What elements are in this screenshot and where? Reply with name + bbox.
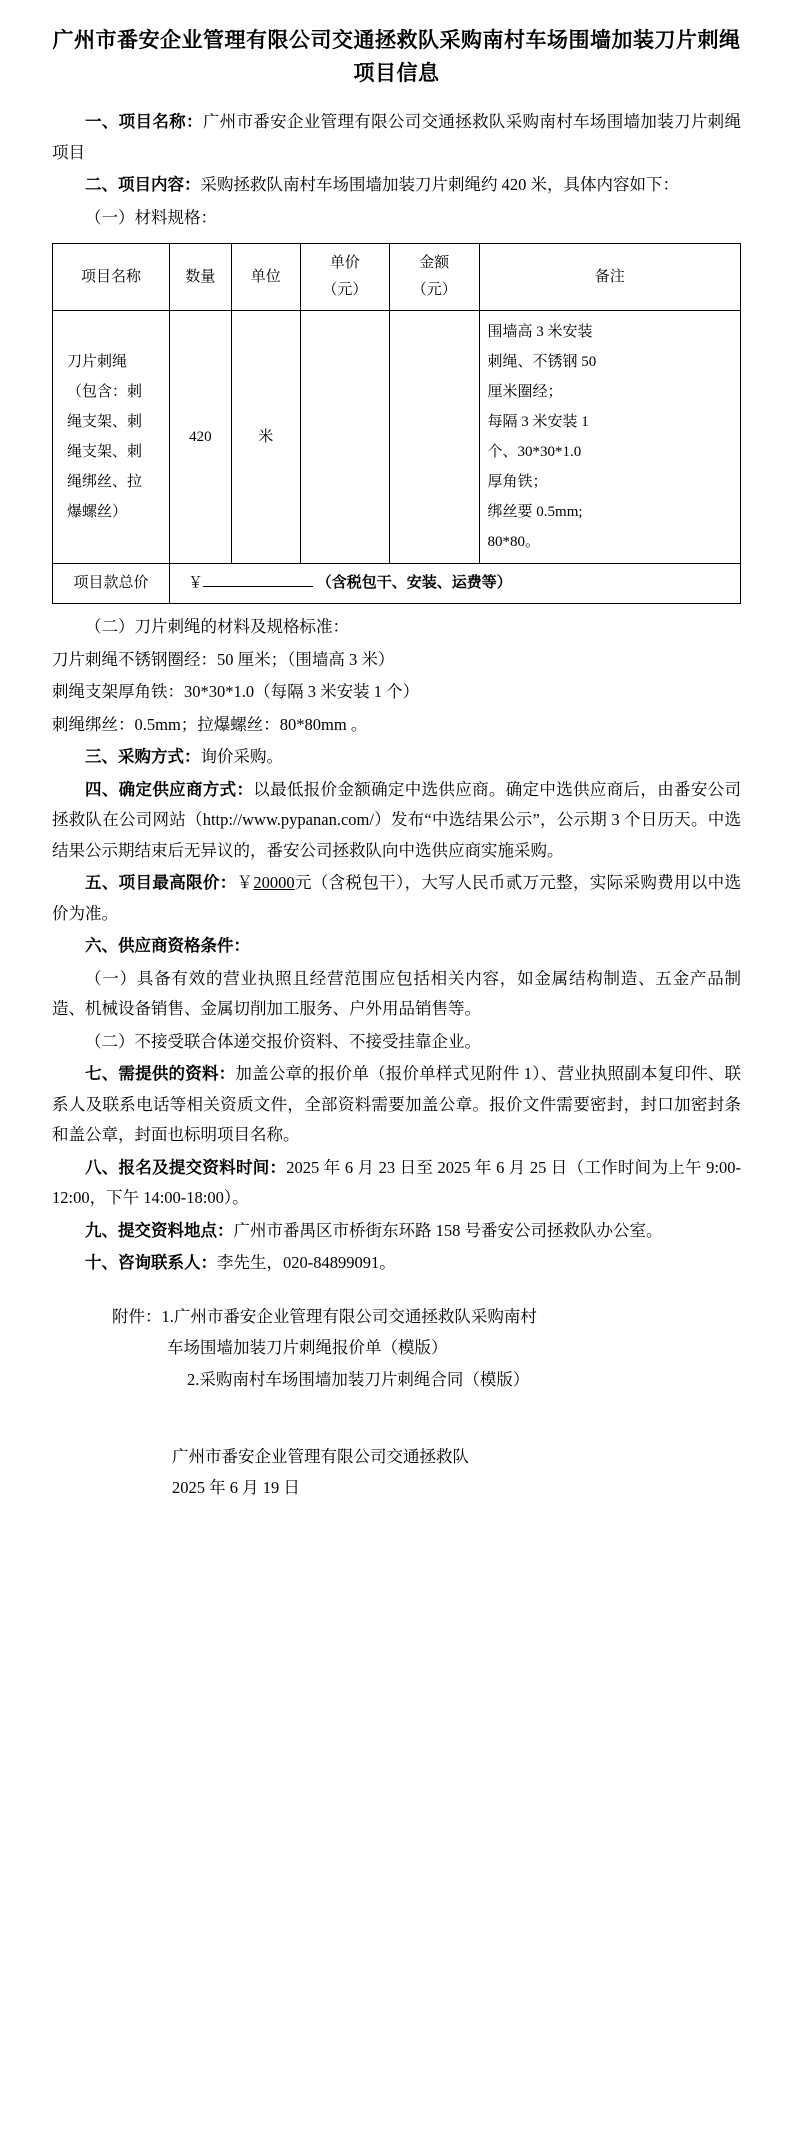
table-header-price-line1: 单价 <box>329 255 360 272</box>
table-header-amount <box>390 244 479 311</box>
signature-date: 2025 年 6 月 19 日 <box>172 1478 300 1498</box>
section-supplier-selection-label: 四、确定供应商方式： <box>85 779 254 799</box>
material-standard-line-2: 刺绳支架厚角铁：30*30*1.0（每隔 3 米安装 1 个） <box>52 682 420 702</box>
section-contact-person-text: 李先生，020-84899091。 <box>217 1253 396 1273</box>
table-header-note: 备注 <box>479 244 740 311</box>
cell-total-value <box>169 564 740 604</box>
spacer <box>52 1281 741 1301</box>
section-purchase-method <box>52 742 741 773</box>
section-max-price-amount: 20000 <box>253 873 295 893</box>
section-project-content <box>52 170 741 201</box>
table-header-price-line2: （元） <box>322 282 368 299</box>
cell-note-line-2: 刺绳、不锈钢 50 <box>487 354 597 371</box>
section-submission-location-text: 广州市番禺区市桥街东环路 158 号番安公司拯救队办公室。 <box>233 1220 663 1240</box>
attachment-line-3: 2.采购南村车场围墙加装刀片刺绳合同（模版） <box>187 1369 530 1389</box>
cell-note <box>479 311 740 564</box>
cell-note-line-8: 80*80。 <box>487 534 541 551</box>
cell-note-line-6: 厚角铁； <box>487 474 548 491</box>
table-row <box>53 311 741 564</box>
section-max-price-currency: ￥ <box>236 873 254 893</box>
section-required-documents-label: 七、需提供的资料： <box>85 1064 236 1084</box>
signature-organization: 广州市番安企业管理有限公司交通拯救队 <box>172 1447 469 1467</box>
section-submission-location <box>52 1216 741 1247</box>
section-submission-time <box>52 1153 741 1214</box>
material-standard-line-1: 刀片刺绳不锈钢圈经：50 厘米；（围墙高 3 米） <box>52 649 395 669</box>
section-project-name <box>52 107 741 168</box>
section-supplier-selection <box>52 775 741 867</box>
section-supplier-selection-text: 以最低报价金额确定中选供应商。确定中选供应商后，由番安公司拯救队在公司网站（http://www.pypanan.com/）发布“中选结果公示”，公示期 3 个日历天。中选结果公示期结束后无异议的，番安公司拯救队向中选供应商实施采购。 <box>52 779 742 860</box>
section-project-name-label: 一、项目名称： <box>85 112 203 132</box>
section-required-documents-text: 加盖公章的报价单（报价单样式见附件 1）、营业执照副本复印件、联系人及联系电话等相关资质文件，全部资料需要加盖公章。报价文件需要密封，封口加密封条和盖公章，封面也标明项目名称。 <box>52 1064 742 1145</box>
page-title: 广州市番安企业管理有限公司交通拯救队采购南村车场围墙加装刀片刺绳项目信息 <box>52 28 741 85</box>
section-submission-time-label: 八、报名及提交资料时间： <box>85 1157 287 1177</box>
attachment-line-1: 附件：1.广州市番安企业管理有限公司交通拯救队采购南村 <box>112 1306 537 1326</box>
table-header-name: 项目名称 <box>53 244 170 311</box>
section-purchase-method-text: 询价采购。 <box>200 747 283 767</box>
section-max-price-text: 元（含税包干），大写人民币贰万元整，实际采购费用以中选价为准。 <box>52 873 742 923</box>
cell-item-name-line-3: 绳支架、刺 <box>67 414 143 431</box>
section-supplier-qualification-label: 六、供应商资格条件： <box>85 936 250 956</box>
table-header-row <box>53 244 741 311</box>
section-project-content-text: 采购拯救队南村车场围墙加装刀片刺绳约 420 米，具体内容如下： <box>200 175 679 195</box>
section-required-documents <box>52 1059 741 1151</box>
cell-item-name-line-6: 爆螺丝） <box>67 504 128 521</box>
table-header-amount-line2: （元） <box>411 282 457 299</box>
cell-item-name <box>53 311 170 564</box>
section-submission-location-label: 九、提交资料地点： <box>85 1220 234 1240</box>
cell-note-line-1: 围墙高 3 米安装 <box>487 324 593 341</box>
total-note: （含税包干、安装、运费等） <box>316 575 512 592</box>
cell-unit-price <box>300 311 389 564</box>
cell-note-line-4: 每隔 3 米安装 1 <box>487 414 589 431</box>
cell-item-name-line-2: （包含：刺 <box>67 384 143 401</box>
material-spec-table <box>52 243 741 604</box>
section-max-price <box>52 868 741 929</box>
section-purchase-method-label: 三、采购方式： <box>85 747 201 767</box>
cell-item-name-line-5: 绳绑丝、拉 <box>67 474 143 491</box>
section-supplier-qualification-item-1: （一）具备有效的营业执照且经营范围应包括相关内容，如金属结构制造、五金产品制造、机械设备销售、金属切削加工服务、户外用品销售等。 <box>52 968 741 1019</box>
table-total-row <box>53 564 741 604</box>
section-contact-person <box>52 1248 741 1279</box>
table-header-amount-line1: 金额 <box>419 255 450 272</box>
cell-item-name-line-4: 绳支架、刺 <box>67 444 143 461</box>
cell-note-line-5: 个、30*30*1.0 <box>487 444 582 461</box>
cell-amount <box>390 311 479 564</box>
section-supplier-qualification-item-2: （二）不接受联合体递交报价资料、不接受挂靠企业。 <box>85 1031 481 1051</box>
section-project-name-text: 广州市番安企业管理有限公司交通拯救队采购南村车场围墙加装刀片刺绳项目 <box>52 112 742 162</box>
section-material-standard-subtitle: （二）刀片刺绳的材料及规格标准： <box>85 617 349 637</box>
section-material-spec-subtitle: （一）材料规格： <box>85 207 217 227</box>
cell-note-line-3: 厘米圈经； <box>487 384 563 401</box>
section-project-content-label: 二、项目内容： <box>85 175 201 195</box>
table-header-qty: 数量 <box>169 244 231 311</box>
table-header-unit: 单位 <box>231 244 300 311</box>
signature-block <box>52 1441 741 1504</box>
total-currency-symbol: ￥ <box>187 575 203 592</box>
table-header-price <box>300 244 389 311</box>
attachment-line-2: 车场围墙加装刀片刺绳报价单（模版） <box>167 1338 448 1358</box>
section-contact-person-label: 十、咨询联系人： <box>85 1253 217 1273</box>
total-blank-field <box>203 586 313 587</box>
section-max-price-label: 五、项目最高限价： <box>85 873 237 893</box>
cell-note-line-7: 绑丝要 0.5mm; <box>487 504 583 521</box>
cell-quantity: 420 <box>169 311 231 564</box>
cell-unit: 米 <box>231 311 300 564</box>
cell-item-name-line-1: 刀片刺绳 <box>67 354 128 371</box>
cell-total-label: 项目款总价 <box>53 564 170 604</box>
material-standard-line-3: 刺绳绑丝：0.5mm；拉爆螺丝：80*80mm 。 <box>52 714 368 734</box>
section-submission-time-text: 2025 年 6 月 23 日至 2025 年 6 月 25 日（工作时间为上午 9:00-12:00，下午 14:00-18:00）。 <box>52 1157 741 1208</box>
